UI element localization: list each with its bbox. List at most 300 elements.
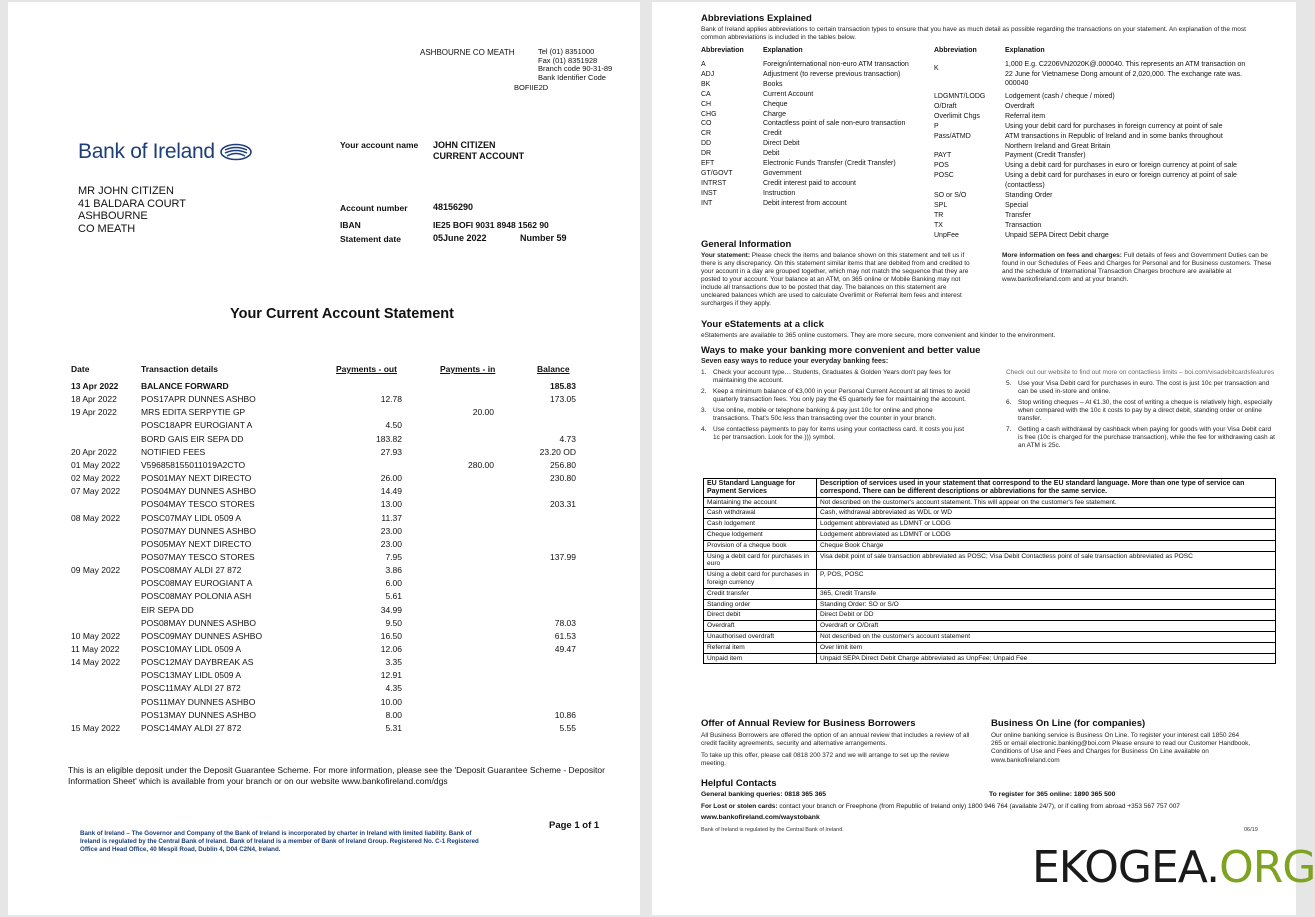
- abbr-explanation: Northern Ireland and Great Britain: [1005, 142, 1111, 150]
- eu-service: Standing order: [704, 599, 817, 610]
- address-line: ASHBOURNE: [78, 210, 148, 223]
- tx-balance: 173.05: [550, 394, 576, 405]
- tx-payment-out: 7.95: [385, 551, 402, 562]
- tip-item: [701, 426, 971, 442]
- abbr-explanation: Instruction: [763, 189, 796, 197]
- tip-number: 7.: [1006, 426, 1012, 433]
- col-balance: Balance: [537, 364, 570, 374]
- abbr-row: [934, 112, 1237, 122]
- eu-service: Using a debit card for purchases in foreign currency: [704, 570, 817, 589]
- eu-service: Overdraft: [704, 621, 817, 632]
- eu-table-row: [704, 497, 1276, 508]
- tx-payment-out: 14.49: [380, 486, 402, 497]
- abbr-code: UnpFee: [934, 231, 959, 239]
- abbr-explanation: Electronic Funds Transfer (Credit Transfer): [763, 160, 896, 168]
- eu-head-col1: EU Standard Language for Payment Services: [704, 479, 817, 498]
- tx-payment-in: 20.00: [472, 407, 494, 418]
- statement-date-label: Statement date: [340, 234, 401, 244]
- col-payments-in: Payments - in: [440, 364, 496, 374]
- tx-date: 15 May 2022: [71, 722, 121, 733]
- transaction-row: [8, 499, 640, 512]
- tx-balance: 23.20 OD: [539, 446, 576, 457]
- tips-right-list: [1006, 380, 1276, 450]
- abbr-code: O/Draft: [934, 102, 957, 110]
- eu-description: Over limit item: [817, 642, 1276, 653]
- information-page: [652, 2, 1315, 915]
- k-line: 000040: [1005, 80, 1029, 88]
- tip-number: 4.: [701, 426, 707, 433]
- abbr-explanation: Current Account: [763, 90, 814, 98]
- account-type: CURRENT ACCOUNT: [433, 151, 525, 161]
- tx-balance: 78.03: [554, 617, 576, 628]
- abbr-explanation: Using a debit card for purchases in euro or foreign currency at point of sale: [1005, 162, 1237, 170]
- abbr-code: POS: [934, 162, 949, 170]
- abbr-explanation: (contactless): [1005, 182, 1045, 190]
- tip-text: Keep a minimum balance of €3,000 in your Personal Current Account at all times to avoid quarterly transaction fees. You only pay the €5 quarterly fee for maintaining the account.: [713, 388, 970, 403]
- contact-line: Tel (01) 8351000: [538, 47, 595, 56]
- tx-details: POSC11MAY ALDI 27 872: [141, 683, 241, 694]
- abbr-row: [701, 80, 909, 90]
- tx-date: 11 May 2022: [71, 644, 120, 654]
- tx-details: POSC10MAY LIDL 0509 A: [141, 644, 242, 654]
- tx-balance: 137.99: [550, 551, 576, 562]
- eu-description: Cheque Book Charge: [817, 540, 1276, 551]
- eu-table-row: [704, 631, 1276, 642]
- tx-details: POS11MAY DUNNES ASHBO: [141, 696, 256, 707]
- tips-right: [1006, 369, 1276, 453]
- tx-payment-out: 9.50: [385, 617, 402, 628]
- transaction-row: [8, 631, 640, 644]
- tx-details: POSC13MAY LIDL 0509 A: [141, 670, 242, 681]
- abbr-explanation: Charge: [763, 110, 786, 118]
- tx-details: NOTIFIED FEES: [141, 446, 206, 457]
- eu-description: Lodgement abbreviated as LDMNT or LODG: [817, 519, 1276, 530]
- abbr-row: [701, 60, 909, 70]
- tx-payment-out: 16.50: [380, 630, 402, 641]
- abbr-code: CA: [701, 90, 711, 98]
- tx-details: POS04MAY DUNNES ASHBO: [141, 486, 256, 497]
- eu-service: Using a debit card for purchases in euro: [704, 551, 817, 570]
- eu-service: Credit transfer: [704, 588, 817, 599]
- abbr-code: PAYT: [934, 152, 952, 160]
- col-date: Date: [71, 364, 90, 374]
- abbr-row: [701, 189, 909, 199]
- transaction-row: [8, 723, 640, 736]
- abbr-code: TR: [934, 211, 944, 219]
- eu-service: Unauthorised overdraft: [704, 631, 817, 642]
- abbr-row: [701, 199, 909, 209]
- tx-details: POS07MAY DUNNES ASHBO: [141, 525, 256, 536]
- tx-details: POS05MAY NEXT DIRECTO: [141, 538, 252, 549]
- account-name-value: [433, 140, 524, 162]
- transaction-row: [8, 513, 640, 526]
- statement-title: Your Current Account Statement: [230, 306, 454, 322]
- abbr-code: Pass/ATMD: [934, 132, 971, 140]
- tx-balance: 256.80: [550, 459, 576, 470]
- tx-details: POSC08MAY ALDI 27 872: [141, 565, 242, 576]
- page-number: Page 1 of 1: [549, 820, 600, 831]
- statement-date-value: 05June 2022: [433, 233, 487, 243]
- eu-table-row: [704, 610, 1276, 621]
- contacts-general: General banking queries: 0818 365 365: [701, 791, 827, 798]
- tip-number: 5.: [1006, 380, 1012, 387]
- gi-fees-text: Full details of fees and Government Duties can be found in our Schedules of Fees and Charges for Personal and for Business customers. These and the schedule of International Transaction Charges brochure are available at www.bankofireland.com and at your branch.: [1002, 252, 1272, 283]
- tx-payment-out: 26.00: [380, 473, 402, 484]
- eu-service: Unpaid item: [704, 653, 817, 664]
- abbr-row: [701, 90, 909, 100]
- tx-balance: 49.47: [554, 644, 576, 654]
- eu-table-row: [704, 599, 1276, 610]
- abbr-row: [934, 92, 1237, 102]
- abbr-row: [934, 191, 1237, 201]
- transaction-row: [8, 552, 640, 565]
- contact-line: Branch code 90-31-89: [538, 64, 613, 73]
- abbr-row: [934, 122, 1237, 132]
- account-name-label: Your account name: [340, 140, 419, 150]
- eu-description: 365, Credit Transfe: [817, 588, 1276, 599]
- tx-payment-out: 8.00: [385, 709, 402, 720]
- tx-date: 09 May 2022: [71, 565, 121, 576]
- review-text-2: To take up this offer, please call 0818 200 372 and we will arrange to set up the review meeting.: [701, 752, 950, 768]
- eu-standard-table: [703, 478, 1276, 664]
- eu-table-row: [704, 653, 1276, 664]
- abbr-left-list: [701, 60, 909, 209]
- abbr-row: [934, 151, 1237, 161]
- k-line: 1,000 E.g. C2206VN2020K@.000040. This represents an ATM transaction on: [1005, 61, 1246, 68]
- abbr-row: [934, 231, 1237, 241]
- general-info-fees: [1002, 252, 1274, 284]
- watermark-part1: EKOGEA.: [1032, 842, 1220, 893]
- tip-number: 6.: [1006, 399, 1012, 406]
- contacts-lost-label: For Lost or stolen cards:: [701, 803, 778, 810]
- abbr-row: [701, 110, 909, 120]
- address-line: MR JOHN CITIZEN: [78, 185, 174, 197]
- eu-description: Direct Debit or DD: [817, 610, 1276, 621]
- tx-payment-out: 4.35: [385, 683, 402, 694]
- transaction-row: [8, 460, 640, 473]
- tx-balance: 10.86: [554, 709, 576, 720]
- iban-value: IE25 BOFI 9031 8948 1562 90: [433, 220, 549, 230]
- contacts-title: Helpful Contacts: [701, 778, 777, 789]
- tx-date: 20 Apr 2022: [71, 446, 117, 457]
- tx-details: POSC14MAY ALDI 27 872: [141, 722, 242, 733]
- abbr-code: GT/GOVT: [701, 169, 733, 177]
- abbr-code: DD: [701, 140, 712, 148]
- bank-logo-text: Bank of Ireland: [78, 140, 215, 163]
- abbr-explanation: Government: [763, 169, 802, 177]
- tips-left: [701, 369, 971, 445]
- transaction-row: [8, 657, 640, 670]
- abbr-row: [701, 139, 909, 149]
- general-info-title: General Information: [701, 239, 792, 250]
- bol-title: Business On Line (for companies): [991, 718, 1146, 729]
- tip-number: 1.: [701, 369, 707, 376]
- abbr-code: CR: [701, 130, 712, 138]
- ways-subtitle: Seven easy ways to reduce your everyday banking fees:: [701, 358, 889, 365]
- col-details: Transaction details: [141, 364, 218, 374]
- eu-table-row: [704, 551, 1276, 570]
- abbr-row: [701, 159, 909, 169]
- tx-details: BALANCE FORWARD: [141, 381, 229, 391]
- tip-item: [701, 388, 971, 404]
- abbr-explanation: Using a debit card for purchases in euro or foreign currency at point of sale: [1005, 172, 1237, 180]
- abbr-right-list: [934, 92, 1237, 241]
- tip-item: [701, 407, 971, 423]
- ways-title: Ways to make your banking more convenient and better value: [701, 345, 981, 356]
- branch-address: ASHBOURNE CO MEATH: [420, 48, 515, 57]
- eu-description: Lodgement abbreviated as LDMNT or LODG: [817, 529, 1276, 540]
- abbr-code: ADJ: [701, 70, 715, 78]
- tx-payment-out: 12.91: [380, 670, 402, 681]
- transaction-row: [8, 565, 640, 578]
- address-line: 41 BALDARA COURT: [78, 197, 187, 210]
- tx-payment-out: 6.00: [385, 578, 402, 589]
- transaction-row: [8, 447, 640, 460]
- abbr-code: P: [934, 122, 939, 130]
- gi-statement-label: Your statement:: [701, 252, 750, 259]
- abbr-explanation: Credit interest paid to account: [763, 179, 856, 187]
- account-holder: JOHN CITIZEN: [433, 140, 496, 150]
- abbr-code: EFT: [701, 160, 715, 168]
- abbr-intro: Bank of Ireland applies abbreviations to certain transaction types to ensure that you have as much detail as possible regarding the transactions on your statement. An explanation of the most common abbreviations is included in the tables below.: [701, 26, 1246, 41]
- contacts-365: To register for 365 online: 1890 365 500: [989, 791, 1116, 798]
- bic-code: BOFIIE2D: [514, 83, 549, 92]
- tx-payment-out: 13.00: [380, 499, 402, 510]
- tx-payment-in: 280.00: [468, 459, 494, 470]
- abbr-code: SO or S/O: [934, 192, 967, 200]
- k-line: 22 June for Vietnamese Dong amount of 2,020,000. The exchange rate was.: [1005, 70, 1243, 78]
- tip-text: Use online, mobile or telephone banking & pay just 10c for online and phone transactions. That's 50c less than transacting over the counter in your branch.: [713, 407, 937, 422]
- abbr-code: CH: [701, 100, 712, 108]
- tx-details: POSC18APR EUROGIANT A: [141, 420, 253, 431]
- abbr-k-explanation: [1005, 60, 1245, 89]
- abbr-row: [934, 221, 1237, 231]
- branch-contact: [538, 48, 612, 82]
- eu-service: Direct debit: [704, 610, 817, 621]
- eu-table-row: [704, 529, 1276, 540]
- tx-payment-out: 5.31: [385, 722, 402, 733]
- transaction-row: [8, 526, 640, 539]
- tx-payment-out: 10.00: [380, 696, 402, 707]
- tx-date: 07 May 2022: [71, 486, 121, 497]
- tx-date: 13 Apr 2022: [71, 381, 119, 391]
- abbr-explanation: Using your debit card for purchases in foreign currency at point of sale: [1005, 122, 1223, 130]
- abbr-row: [701, 70, 909, 80]
- abbr-row: [934, 142, 1237, 152]
- tx-details: POS17APR DUNNES ASHBO: [141, 394, 256, 405]
- abbr-explanation: Overdraft: [1005, 102, 1035, 110]
- abbr-explanation: Transfer: [1005, 211, 1031, 219]
- tx-payment-out: 3.86: [385, 565, 402, 576]
- tx-payment-out: 23.00: [380, 538, 402, 549]
- abbr-code: INT: [701, 199, 713, 207]
- tx-details: POS07MAY TESCO STORES: [141, 551, 255, 562]
- transaction-row: [8, 710, 640, 723]
- eu-table-row: [704, 540, 1276, 551]
- abbr-explanation: ATM transactions in Republic of Ireland and in some banks throughout: [1005, 132, 1223, 140]
- deposit-guarantee-notice: This is an eligible deposit under the Deposit Guarantee Scheme. For more information, please see the 'Deposit Guarantee Scheme - Depositor Information Sheet' which is available from your branch or on our website www.bankofireland.com/dgs: [68, 765, 605, 786]
- abbr-row: [934, 161, 1237, 171]
- account-number-label: Account number: [340, 203, 408, 213]
- estatements-text: eStatements are available to 365 online customers. They are more secure, more convenient and kinder to the environment.: [701, 332, 1056, 339]
- tip-text: Use contactless payments to pay for items using your contactless card. It costs you just 1c per transaction. Look for the ))) symbol.: [713, 426, 965, 441]
- abbr-row: [701, 179, 909, 189]
- abbr-col-head: Abbreviation: [701, 47, 744, 54]
- eu-description: Not described on the customer's account statement. This will appear on the customer's fee statement.: [817, 497, 1276, 508]
- col-payments-out: Payments - out: [336, 364, 397, 374]
- eu-table-header: [704, 479, 1276, 498]
- abbr-explanation: Contactless point of sale non-euro transaction: [763, 120, 906, 128]
- abbr-code: LDGMNT/LODG: [934, 93, 986, 100]
- eu-description: Overdraft or O/Draft: [817, 621, 1276, 632]
- eu-description: Cash, withdrawal abbreviated as WDL or WD: [817, 508, 1276, 519]
- abbr-explanation: Referral item: [1005, 112, 1046, 120]
- eu-table-row: [704, 642, 1276, 653]
- abbr-row: [934, 201, 1237, 211]
- tx-balance: 203.31: [550, 499, 576, 510]
- tip-text: Stop writing cheques – At €1.30, the cost of writing a cheque is relatively high, especially when compared with the 10c it costs to pay by a direct debit, standing order or online transfer.: [1018, 399, 1273, 422]
- abbr-explanation: Lodgement (cash / cheque / mixed): [1005, 93, 1115, 100]
- tx-payment-out: 34.99: [380, 604, 402, 615]
- contacts-web: www.bankofireland.com/waystobank: [701, 814, 820, 821]
- abbr-explanation: Cheque: [763, 100, 788, 108]
- transaction-row: [8, 591, 640, 604]
- eu-description: P, POS, POSC: [817, 570, 1276, 589]
- eu-table-row: [704, 508, 1276, 519]
- abbr-col-head-2: Abbreviation: [934, 47, 977, 54]
- transaction-row: [8, 644, 640, 657]
- transaction-row: [8, 381, 640, 394]
- tx-balance: 61.53: [554, 630, 576, 641]
- abbr-title: Abbreviations Explained: [701, 13, 812, 24]
- eu-service: Provision of a cheque book: [704, 540, 817, 551]
- abbr-row: [701, 149, 909, 159]
- eu-description: Unpaid SEPA Direct Debit Charge abbreviated as UnpFee; Unpaid Fee: [817, 653, 1276, 664]
- transaction-row: [8, 407, 640, 420]
- abbr-explanation: Unpaid SEPA Direct Debit charge: [1005, 231, 1109, 239]
- abbr-row: [701, 100, 909, 110]
- transaction-row: [8, 618, 640, 631]
- tx-details: BORD GAIS EIR SEPA DD: [141, 433, 244, 444]
- contact-line: Fax (01) 8351928: [538, 55, 598, 65]
- tx-details: POSC07MAY LIDL 0509 A: [141, 512, 242, 523]
- tx-details: MRS EDITA SERPYTIE GP: [141, 407, 246, 418]
- abbr-code: CHG: [701, 110, 717, 118]
- eu-table-row: [704, 570, 1276, 589]
- tx-details: V596858155011019A2CTO: [141, 459, 246, 470]
- tip-item: [701, 369, 971, 385]
- version-number: 06/19: [1244, 827, 1258, 833]
- statement-number: Number 59: [520, 233, 567, 243]
- transaction-row: [8, 394, 640, 407]
- tx-details: POSC12MAY DAYBREAK AS: [141, 657, 254, 668]
- abbr-explanation: Special: [1005, 201, 1028, 209]
- review-title: Offer of Annual Review for Business Borrowers: [701, 718, 916, 729]
- gi-fees-label: More information on fees and charges:: [1002, 252, 1122, 259]
- abbr-row: [934, 132, 1237, 142]
- expl-col-head: Explanation: [763, 47, 803, 54]
- abbr-k: K: [934, 65, 939, 72]
- abbr-code: DR: [701, 150, 712, 158]
- tx-date: 02 May 2022: [71, 473, 121, 484]
- expl-col-head-2: Explanation: [1005, 47, 1045, 54]
- tx-date: 08 May 2022: [71, 512, 121, 523]
- transaction-row: [8, 697, 640, 710]
- transaction-row: [8, 434, 640, 447]
- abbr-code: CO: [701, 120, 712, 128]
- iban-label: IBAN: [340, 220, 361, 230]
- transaction-row: [8, 605, 640, 618]
- bol-text: Our online banking service is Business On Line. To register your interest call 1850 264 265 or email electronic.banking@boi.com Please ensure to read our Customer Handbook, Conditions of Use and Fees and Charges for Business On Line available on www.bankofireland.com: [991, 732, 1251, 764]
- tx-payment-out: 4.50: [385, 420, 402, 431]
- tip-text: Getting a cash withdrawal by cashback when paying for goods with your Visa Debit card is free (10c is charged for the purchase transaction), while the fee for withdrawing cash at an ATM is 25c.: [1018, 426, 1275, 449]
- bank-logo: [78, 140, 253, 164]
- transaction-row: [8, 420, 640, 433]
- eu-table-row: [704, 621, 1276, 632]
- abbr-explanation: Standing Order: [1005, 192, 1053, 200]
- tx-payment-out: 11.37: [381, 512, 402, 523]
- tx-date: 19 Apr 2022: [71, 407, 117, 418]
- tx-details: POSC08MAY POLONIA ASH: [141, 591, 252, 602]
- tx-details: POS04MAY TESCO STORES: [141, 499, 255, 510]
- abbr-code: Overlimit Chgs: [934, 112, 980, 120]
- abbr-code: POSC: [934, 172, 954, 180]
- tx-date: 01 May 2022: [71, 459, 121, 470]
- tx-payment-out: 12.78: [380, 394, 402, 405]
- general-info-statement: [701, 252, 973, 308]
- abbr-row: [701, 169, 909, 179]
- tx-details: POS08MAY DUNNES ASHBO: [141, 617, 256, 628]
- abbr-explanation: Debit interest from account: [763, 199, 847, 207]
- abbr-explanation: Direct Debit: [763, 140, 800, 148]
- tx-payment-out: 23.00: [380, 525, 402, 536]
- watermark-part2: ORG: [1219, 842, 1315, 893]
- eu-description: Visa debit point of sale transaction abbreviated as POSC; Visa Debit Contactless point of sale transaction abbreviated as POSC: [817, 551, 1276, 570]
- tx-payment-out: 3.35: [385, 657, 402, 668]
- transaction-row: [8, 473, 640, 486]
- tx-details: POSC08MAY EUROGIANT A: [141, 578, 253, 589]
- tip-item: [1006, 399, 1276, 423]
- legal-footer: Bank of Ireland – The Governor and Company of the Bank of Ireland is incorporated by charter in Ireland with limited liability. Bank of Ireland is regulated by the Central Bank of Ireland. Bank of Ireland is a member of Bank of Ireland Group. Registered No. C-1 Registered Office and Head Office, 40 Mespil Road, Dublin 4, D04 C2N4, Ireland.: [80, 830, 479, 853]
- tx-date: 10 May 2022: [71, 630, 121, 641]
- abbr-code: INST: [701, 189, 717, 197]
- abbr-row: [701, 129, 909, 139]
- tx-balance: 185.83: [550, 381, 576, 391]
- abbr-code: TX: [934, 221, 943, 229]
- tip-item: [1006, 380, 1276, 396]
- address-line: CO MEATH: [78, 222, 136, 235]
- abbr-row: [934, 181, 1237, 191]
- abbr-explanation: Adjustment (to reverse previous transaction): [763, 70, 901, 78]
- abbr-code: SPL: [934, 201, 948, 209]
- abbr-row: [701, 119, 909, 129]
- eu-service: Maintaining the account: [704, 497, 817, 508]
- abbr-code: BK: [701, 80, 711, 88]
- tx-balance: 5.55: [559, 722, 576, 733]
- tip-text: Check your account type… Students, Graduates & Golden Years don't pay fees for maintaining the account.: [713, 369, 951, 384]
- gi-statement-text: Please check the items and balance shown on this statement and tell us if there is any discrepancy. On this statement similar items that are debited from and credited to your account in a day are grouped together, which may not match the sequence that they are posted to your account. Your balance at an ATM, on 365 online or Mobile Banking may not include all transactions due to be posted that day. The balances on this statement are uncleared balances which are used to calculate Overlimit or Referral Item fees and interest surcharges if they apply.: [701, 252, 970, 307]
- abbr-row: [934, 102, 1237, 112]
- tx-payment-out: 12.06: [380, 644, 402, 654]
- statement-page: [8, 2, 640, 915]
- watermark: [1032, 842, 1315, 893]
- abbr-row: [934, 171, 1237, 181]
- tx-date: 18 Apr 2022: [71, 394, 117, 405]
- tip-text: Use your Visa Debit card for purchases in euro. The cost is just 10c per transaction and can be used in-store and online.: [1018, 380, 1270, 395]
- eu-service: Referral item: [704, 642, 817, 653]
- transaction-row: [8, 683, 640, 696]
- transaction-row: [8, 578, 640, 591]
